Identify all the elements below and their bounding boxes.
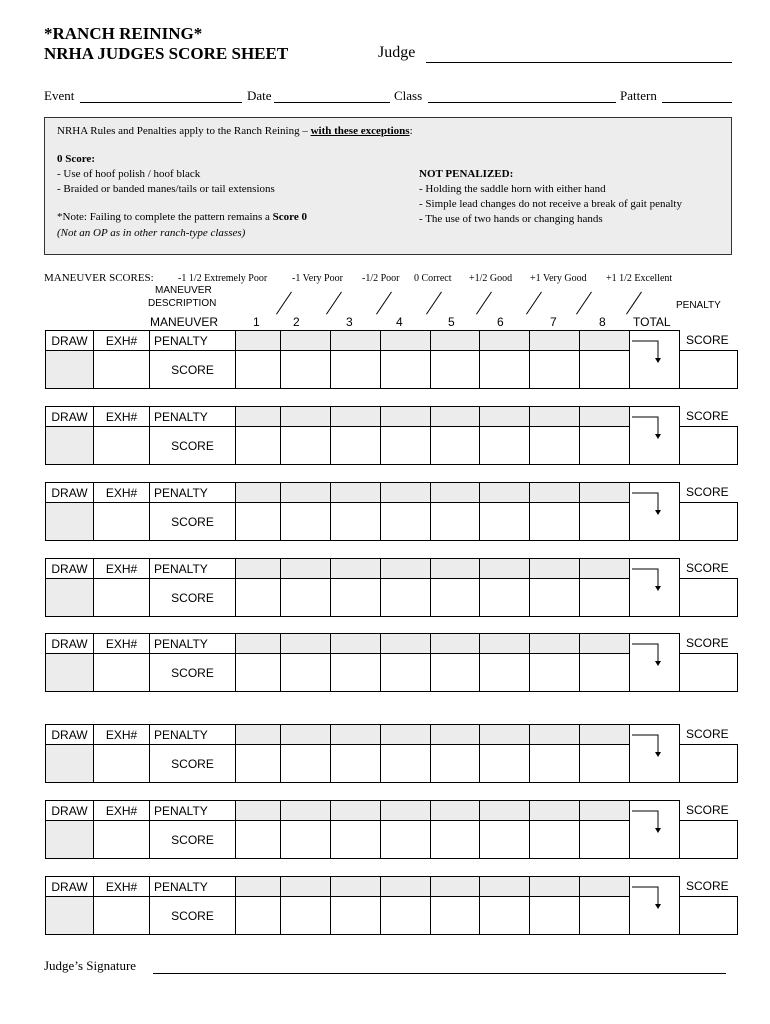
penalty-cell-7[interactable]	[530, 725, 580, 745]
penalty-cell-2[interactable]	[281, 801, 331, 821]
score-cell-5[interactable]	[431, 503, 480, 541]
penalty-cell-4[interactable]	[381, 725, 431, 745]
penalty-cell-1[interactable]	[236, 559, 281, 579]
penalty-cell-3[interactable]	[331, 801, 381, 821]
penalty-label: PENALTY	[150, 877, 236, 897]
exh-cell[interactable]	[94, 654, 150, 692]
title-line-1: *RANCH REINING*	[44, 24, 203, 43]
penalty-cell-6[interactable]	[480, 331, 530, 351]
penalty-cell-4[interactable]	[381, 483, 431, 503]
note-text: *Note: Failing to complete the pattern remains a Score 0	[57, 211, 307, 223]
penalty-label: PENALTY	[150, 559, 236, 579]
score-cell-6[interactable]	[480, 579, 530, 617]
column-number-6: 6	[497, 315, 504, 329]
class-input-line[interactable]	[428, 102, 616, 103]
exh-cell[interactable]	[94, 821, 150, 859]
penalty-cell-3[interactable]	[331, 634, 381, 654]
score-cell-6[interactable]	[480, 821, 530, 859]
penalty-cell-5[interactable]	[431, 483, 480, 503]
score-entry	[45, 876, 738, 935]
date-label: Date	[247, 88, 272, 103]
penalty-cell-4[interactable]	[381, 331, 431, 351]
score-label: SCORE	[150, 503, 236, 541]
penalty-label: PENALTY	[150, 331, 236, 351]
final-score-cell[interactable]	[680, 427, 738, 465]
draw-label: DRAW	[46, 801, 94, 821]
score-cell-2[interactable]	[281, 427, 331, 465]
total-cell[interactable]	[630, 407, 680, 465]
draw-label: DRAW	[46, 725, 94, 745]
exh-cell[interactable]	[94, 579, 150, 617]
score-cell-7[interactable]	[530, 821, 580, 859]
score-cell-4[interactable]	[381, 654, 431, 692]
score-cell-1[interactable]	[236, 427, 281, 465]
final-score-cell[interactable]	[680, 654, 738, 692]
final-score-label: SCORE	[686, 636, 729, 651]
score-cell-2[interactable]	[281, 821, 331, 859]
event-input-line[interactable]	[80, 102, 242, 103]
score-cell-7[interactable]	[530, 351, 580, 389]
score-label: SCORE	[150, 654, 236, 692]
final-score-label: SCORE	[686, 333, 729, 348]
score-cell-5[interactable]	[431, 579, 480, 617]
penalty-cell-1[interactable]	[236, 331, 281, 351]
score-cell-7[interactable]	[530, 745, 580, 783]
score-cell-1[interactable]	[236, 579, 281, 617]
score-cell-3[interactable]	[331, 427, 381, 465]
total-cell[interactable]	[630, 559, 680, 617]
header-slash	[326, 292, 342, 315]
total-arrow-icon	[630, 801, 676, 841]
penalty-cell-1[interactable]	[236, 483, 281, 503]
exh-label: EXH#	[94, 407, 150, 427]
score-cell-8[interactable]	[580, 897, 630, 935]
score-cell-8[interactable]	[580, 351, 630, 389]
column-number-5: 5	[448, 315, 455, 329]
penalty-label: PENALTY	[150, 634, 236, 654]
score-label: SCORE	[150, 897, 236, 935]
score-entry	[45, 800, 738, 859]
score-cell-8[interactable]	[580, 821, 630, 859]
draw-label: DRAW	[46, 634, 94, 654]
score-cell-6[interactable]	[480, 654, 530, 692]
score-cell-3[interactable]	[331, 745, 381, 783]
score-cell-6[interactable]	[480, 503, 530, 541]
score-cell-3[interactable]	[331, 821, 381, 859]
date-input-line[interactable]	[274, 102, 390, 103]
penalty-cell-1[interactable]	[236, 634, 281, 654]
maneuver-scores-label: MANEUVER SCORES:	[44, 272, 154, 284]
penalty-cell-8[interactable]	[580, 407, 630, 427]
exh-cell[interactable]	[94, 745, 150, 783]
penalty-cell-5[interactable]	[431, 331, 480, 351]
total-cell[interactable]	[630, 725, 680, 783]
penalty-cell-3[interactable]	[331, 483, 381, 503]
final-score-cell[interactable]	[680, 821, 738, 859]
penalty-cell-2[interactable]	[281, 483, 331, 503]
judge-label: Judge	[378, 44, 416, 61]
column-number-8: 8	[599, 315, 606, 329]
score-cell-2[interactable]	[281, 579, 331, 617]
penalty-cell-6[interactable]	[480, 634, 530, 654]
draw-cell[interactable]	[46, 503, 94, 541]
zero-score-item: - Braided or banded manes/tails or tail extensions	[57, 183, 275, 195]
penalty-cell-7[interactable]	[530, 877, 580, 897]
penalty-cell-7[interactable]	[530, 801, 580, 821]
score-cell-1[interactable]	[236, 503, 281, 541]
score-cell-4[interactable]	[381, 897, 431, 935]
penalty-cell-6[interactable]	[480, 725, 530, 745]
header-slash	[526, 292, 542, 315]
score-cell-2[interactable]	[281, 745, 331, 783]
exh-label: EXH#	[94, 559, 150, 579]
score-label: SCORE	[150, 351, 236, 389]
class-label: Class	[394, 88, 423, 103]
penalty-cell-3[interactable]	[331, 877, 381, 897]
penalty-cell-5[interactable]	[431, 407, 480, 427]
score-cell-1[interactable]	[236, 821, 281, 859]
total-arrow-icon	[630, 877, 676, 917]
maneuver-description-header: DESCRIPTION	[148, 298, 217, 309]
event-label: Event	[44, 88, 75, 103]
score-label: SCORE	[150, 821, 236, 859]
draw-cell[interactable]	[46, 654, 94, 692]
score-cell-1[interactable]	[236, 897, 281, 935]
penalty-cell-7[interactable]	[530, 483, 580, 503]
score-cell-8[interactable]	[580, 503, 630, 541]
score-cell-1[interactable]	[236, 351, 281, 389]
maneuver-header: MANEUVER	[150, 315, 219, 329]
exh-cell[interactable]	[94, 427, 150, 465]
rules-box	[44, 117, 732, 255]
score-cell-4[interactable]	[381, 503, 431, 541]
not-penalized-heading: NOT PENALIZED:	[419, 168, 514, 180]
score-cell-4[interactable]	[381, 821, 431, 859]
draw-cell[interactable]	[46, 821, 94, 859]
header-slash	[476, 292, 492, 315]
final-score-cell[interactable]	[680, 745, 738, 783]
penalty-cell-6[interactable]	[480, 559, 530, 579]
draw-label: DRAW	[46, 407, 94, 427]
score-cell-8[interactable]	[580, 654, 630, 692]
header-slash	[576, 292, 592, 315]
penalty-cell-5[interactable]	[431, 877, 480, 897]
score-label: SCORE	[150, 579, 236, 617]
scale-item: +1 1/2 Excellent	[606, 273, 673, 284]
final-score-label: SCORE	[686, 485, 729, 500]
rules-intro: NRHA Rules and Penalties apply to the Ranch Reining – with these exceptions:	[57, 125, 413, 137]
score-cell-8[interactable]	[580, 427, 630, 465]
penalty-cell-2[interactable]	[281, 877, 331, 897]
score-cell-3[interactable]	[331, 351, 381, 389]
exh-cell[interactable]	[94, 351, 150, 389]
penalty-cell-4[interactable]	[381, 407, 431, 427]
score-cell-5[interactable]	[431, 821, 480, 859]
scale-item: -1 1/2 Extremely Poor	[178, 273, 268, 284]
score-entry	[45, 724, 738, 783]
final-score-cell[interactable]	[680, 579, 738, 617]
total-arrow-icon	[630, 559, 676, 599]
penalty-cell-8[interactable]	[580, 331, 630, 351]
scale-item: +1 Very Good	[530, 273, 587, 284]
scale-item: -1 Very Poor	[292, 273, 343, 284]
penalty-cell-5[interactable]	[431, 634, 480, 654]
total-cell[interactable]	[630, 331, 680, 389]
score-cell-8[interactable]	[580, 579, 630, 617]
total-arrow-icon	[630, 483, 676, 523]
penalty-cell-5[interactable]	[431, 801, 480, 821]
exh-label: EXH#	[94, 331, 150, 351]
zero-score-item: - Use of hoof polish / hoof black	[57, 168, 201, 180]
score-cell-4[interactable]	[381, 351, 431, 389]
column-number-4: 4	[396, 315, 403, 329]
header-slash	[276, 292, 292, 315]
penalty-cell-3[interactable]	[331, 559, 381, 579]
total-cell[interactable]	[630, 483, 680, 541]
score-cell-2[interactable]	[281, 351, 331, 389]
score-cell-4[interactable]	[381, 745, 431, 783]
score-cell-7[interactable]	[530, 654, 580, 692]
score-cell-7[interactable]	[530, 503, 580, 541]
penalty-cell-4[interactable]	[381, 634, 431, 654]
scale-item: -1/2 Poor	[362, 273, 400, 284]
draw-cell[interactable]	[46, 427, 94, 465]
score-entry	[45, 633, 738, 692]
column-number-2: 2	[293, 315, 300, 329]
score-cell-3[interactable]	[331, 654, 381, 692]
score-cell-5[interactable]	[431, 427, 480, 465]
penalty-cell-7[interactable]	[530, 331, 580, 351]
total-arrow-icon	[630, 634, 676, 674]
draw-label: DRAW	[46, 331, 94, 351]
score-entry	[45, 482, 738, 541]
penalty-cell-6[interactable]	[480, 407, 530, 427]
score-cell-2[interactable]	[281, 503, 331, 541]
penalty-cell-8[interactable]	[580, 483, 630, 503]
penalty-cell-1[interactable]	[236, 877, 281, 897]
maneuver-description-header: MANEUVER	[155, 285, 212, 296]
penalty-cell-1[interactable]	[236, 801, 281, 821]
judge-signature-label: Judge’s Signature	[44, 958, 137, 973]
penalty-cell-7[interactable]	[530, 634, 580, 654]
note-italic: (Not an OP as in other ranch-type classes)	[57, 227, 246, 239]
penalty-label: PENALTY	[150, 407, 236, 427]
total-arrow-icon	[630, 331, 676, 371]
penalty-cell-6[interactable]	[480, 801, 530, 821]
draw-label: DRAW	[46, 559, 94, 579]
penalty-cell-1[interactable]	[236, 725, 281, 745]
zero-score-heading: 0 Score:	[57, 153, 95, 165]
penalty-cell-5[interactable]	[431, 725, 480, 745]
exh-label: EXH#	[94, 877, 150, 897]
draw-label: DRAW	[46, 877, 94, 897]
score-cell-8[interactable]	[580, 745, 630, 783]
exh-label: EXH#	[94, 483, 150, 503]
column-number-1: 1	[253, 315, 260, 329]
penalty-cell-6[interactable]	[480, 877, 530, 897]
penalty-cell-3[interactable]	[331, 725, 381, 745]
penalty-cell-7[interactable]	[530, 559, 580, 579]
score-cell-5[interactable]	[431, 745, 480, 783]
final-score-label: SCORE	[686, 561, 729, 576]
score-cell-1[interactable]	[236, 745, 281, 783]
final-score-label: SCORE	[686, 409, 729, 424]
penalty-cell-8[interactable]	[580, 877, 630, 897]
penalty-cell-2[interactable]	[281, 634, 331, 654]
penalty-cell-3[interactable]	[331, 331, 381, 351]
score-cell-6[interactable]	[480, 897, 530, 935]
score-cell-7[interactable]	[530, 579, 580, 617]
penalty-cell-4[interactable]	[381, 801, 431, 821]
score-label: SCORE	[150, 427, 236, 465]
score-entry	[45, 406, 738, 465]
column-number-3: 3	[346, 315, 353, 329]
penalty-cell-8[interactable]	[580, 725, 630, 745]
exh-label: EXH#	[94, 801, 150, 821]
score-label: SCORE	[150, 745, 236, 783]
scale-item: 0 Correct	[414, 273, 452, 284]
penalty-label: PENALTY	[150, 483, 236, 503]
score-cell-7[interactable]	[530, 897, 580, 935]
draw-cell[interactable]	[46, 745, 94, 783]
penalty-cell-5[interactable]	[431, 559, 480, 579]
draw-label: DRAW	[46, 483, 94, 503]
final-score-label: SCORE	[686, 727, 729, 742]
score-cell-2[interactable]	[281, 654, 331, 692]
title-line-2: NRHA JUDGES SCORE SHEET	[44, 44, 289, 63]
exh-label: EXH#	[94, 634, 150, 654]
score-cell-2[interactable]	[281, 897, 331, 935]
penalty-cell-4[interactable]	[381, 877, 431, 897]
penalty-cell-8[interactable]	[580, 559, 630, 579]
column-number-7: 7	[550, 315, 557, 329]
score-cell-5[interactable]	[431, 351, 480, 389]
total-header: TOTAL	[633, 315, 671, 329]
score-cell-6[interactable]	[480, 745, 530, 783]
total-cell[interactable]	[630, 801, 680, 859]
pattern-label: Pattern	[620, 88, 657, 103]
penalty-cell-1[interactable]	[236, 407, 281, 427]
header-slash	[426, 292, 442, 315]
penalty-cell-7[interactable]	[530, 407, 580, 427]
not-penalized-item: - Holding the saddle horn with either hand	[419, 183, 606, 195]
penalty-cell-4[interactable]	[381, 559, 431, 579]
final-score-label: SCORE	[686, 803, 729, 818]
penalty-cell-2[interactable]	[281, 725, 331, 745]
total-arrow-icon	[630, 407, 676, 447]
score-cell-6[interactable]	[480, 427, 530, 465]
final-score-cell[interactable]	[680, 897, 738, 935]
draw-cell[interactable]	[46, 579, 94, 617]
penalty-label: PENALTY	[150, 801, 236, 821]
score-cell-3[interactable]	[331, 503, 381, 541]
score-cell-7[interactable]	[530, 427, 580, 465]
score-cell-1[interactable]	[236, 654, 281, 692]
score-cell-3[interactable]	[331, 579, 381, 617]
score-cell-3[interactable]	[331, 897, 381, 935]
score-cell-4[interactable]	[381, 579, 431, 617]
draw-cell[interactable]	[46, 897, 94, 935]
signature-input-line[interactable]	[153, 973, 726, 974]
penalty-cell-2[interactable]	[281, 407, 331, 427]
score-cell-6[interactable]	[480, 351, 530, 389]
final-score-label: SCORE	[686, 879, 729, 894]
total-cell[interactable]	[630, 877, 680, 935]
judge-input-line[interactable]	[426, 62, 732, 63]
draw-cell[interactable]	[46, 351, 94, 389]
header-slash	[376, 292, 392, 315]
score-entry	[45, 330, 738, 389]
not-penalized-item: - Simple lead changes do not receive a break of gait penalty	[419, 198, 682, 210]
penalty-cell-3[interactable]	[331, 407, 381, 427]
final-score-cell[interactable]	[680, 351, 738, 389]
penalty-header: PENALTY	[676, 300, 721, 311]
exh-label: EXH#	[94, 725, 150, 745]
score-cell-5[interactable]	[431, 654, 480, 692]
header-slash	[626, 292, 642, 315]
penalty-label: PENALTY	[150, 725, 236, 745]
penalty-cell-8[interactable]	[580, 634, 630, 654]
exh-cell[interactable]	[94, 897, 150, 935]
final-score-cell[interactable]	[680, 503, 738, 541]
scale-item: +1/2 Good	[469, 273, 513, 284]
score-cell-5[interactable]	[431, 897, 480, 935]
pattern-input-line[interactable]	[662, 102, 732, 103]
total-cell[interactable]	[630, 634, 680, 692]
not-penalized-item: - The use of two hands or changing hands	[419, 213, 603, 225]
penalty-cell-6[interactable]	[480, 483, 530, 503]
score-cell-4[interactable]	[381, 427, 431, 465]
penalty-cell-2[interactable]	[281, 559, 331, 579]
exh-cell[interactable]	[94, 503, 150, 541]
penalty-cell-8[interactable]	[580, 801, 630, 821]
total-arrow-icon	[630, 725, 676, 765]
score-entry	[45, 558, 738, 617]
penalty-cell-2[interactable]	[281, 331, 331, 351]
